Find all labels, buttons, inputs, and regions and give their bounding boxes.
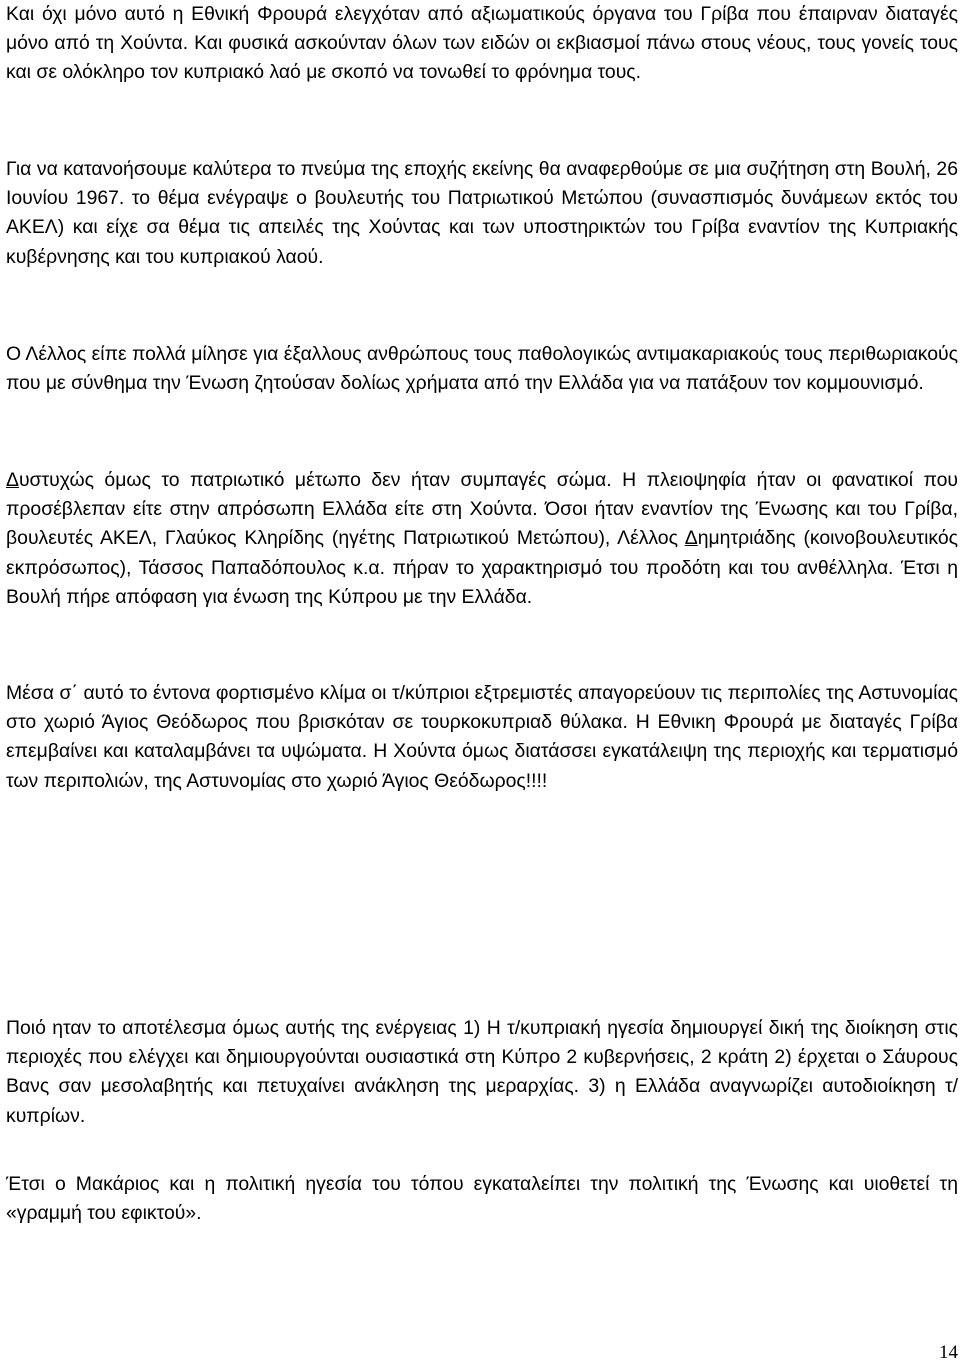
paragraph-patriotic-front <box>6 466 958 612</box>
paragraph-lellos-speech: Ο Λέλλος είπε πολλά μίλησε για έξαλλους ανθρώπους τους παθολογικώς αντιμακαριακούς τους περιθωριακούς που με σύνθημα την Ένωση ζητούσαν δολίως χρήματα από την Ελλάδα για να πατάξουν τον κομμουνισμό. <box>6 343 958 395</box>
paragraph-parliament-debate: Για να κατανοήσουμε καλύτερα το πνεύμα της εποχής εκείνης θα αναφερθούμε σε μια συζήτηση στη Βουλή, 26 Ιουνίου 1967. το θέμα ενέγραψε ο βουλευτής του Πατριωτικού Μετώπου (συνασπισμός δυνάμεων εκτός του ΑΚΕΛ) και είχε σα θέμα τις απειλές της Χούντας και των υποστηρικτών του Γρίβα εναντίον της Κυπριακής κυβέρνησης και του κυπριακού λαού. <box>6 158 958 268</box>
paragraph-agios-theodoros: Μέσα σ΄ αυτό το έντονα φορτισμένο κλίμα οι τ/κύπριοι εξτρεμιστές απαγορεύουν τις περιπολίες της Αστυνομίας στο χωριό Άγιος Θεόδωρος που βρισκόταν σε τουρκοκυπριαδ θύλακα. Η Εθνικη Φρουρά με διαταγές Γρίβα επεμβαίνει και καταλαμβάνει τα υψώματα. Η Χούντα όμως διατάσσει εγκατάλειψη της περιοχής και τερματισμό των περιπολιών, της Αστυνομίας στο χωριό Άγιος Θεόδωρος!!!! <box>6 682 958 792</box>
underlined-letter: Δ <box>684 527 698 550</box>
paragraph-consequences: Ποιό ηταν το αποτέλεσμα όμως αυτής της ενέργειας 1) Η τ/κυπριακή ηγεσία δημιουργεί δική της διοίκηση στις περιοχές που ελέγχει και δημιουργούνται ουσιαστικά στη Κύπρο 2 κυβερνήσεις, 2 κράτη 2) έρχεται ο Σάυρους Βανς σαν μεσολαβητής και πετυχαίνει ανάκληση της μεραρχίας. 3) η Ελλάδα αναγνωρίζει αυτοδιοίκηση τ/κυπρίων. <box>6 1017 958 1127</box>
paragraph-national-guard: Και όχι μόνο αυτό η Εθνική Φρουρά ελεγχόταν από αξιωματικούς όργανα του Γρίβα που έπαιρναν διαταγές μόνο από τη Χούντα. Και φυσικά ασκούνταν όλων των ειδών οι εκβιασμοί πάνω στους νέους, τους γονείς τους και σε ολόκληρο τον κυπριακό λαό με σκοπό να τονωθεί το φρόνημα τους. <box>6 3 958 84</box>
paragraph-text-part: υστυχώς όμως το πατριωτικό μέτωπο δεν ήταν συμπαγές σώμα. Η πλειοψηφία ήταν οι φανατικοί που προσέβλεπαν είτε στην απρόσωπη Ελλάδα είτε στη Χούντα. Όσοι ήταν εναντίον της Ένωσης και του Γρίβα, βουλευτές ΑΚΕΛ, Γλαύκος Κληρίδης (ηγέτης Πατριωτικού Μετώπου), Λέλλος <box>6 469 958 550</box>
paragraph-text-part: ημητριάδης (κοινοβουλευτικός εκπρόσωπος), Τάσσος Παπαδόπουλος κ.α. πήραν το χαρακτηρισμό του προδότη και του ανθέλληλα. Έτσι η Βουλή πήρε απόφαση για ένωση της Κύπρου με την Ελλάδα. <box>6 527 958 608</box>
page-number: 14 <box>939 1342 958 1363</box>
paragraph-makarios: Έτσι ο Μακάριος και η πολιτική ηγεσία του τόπου εγκαταλείπει την πολιτική της Ένωσης και υιοθετεί τη «γραμμή του εφικτού». <box>6 1173 958 1225</box>
underlined-letter: Δ <box>6 469 19 491</box>
